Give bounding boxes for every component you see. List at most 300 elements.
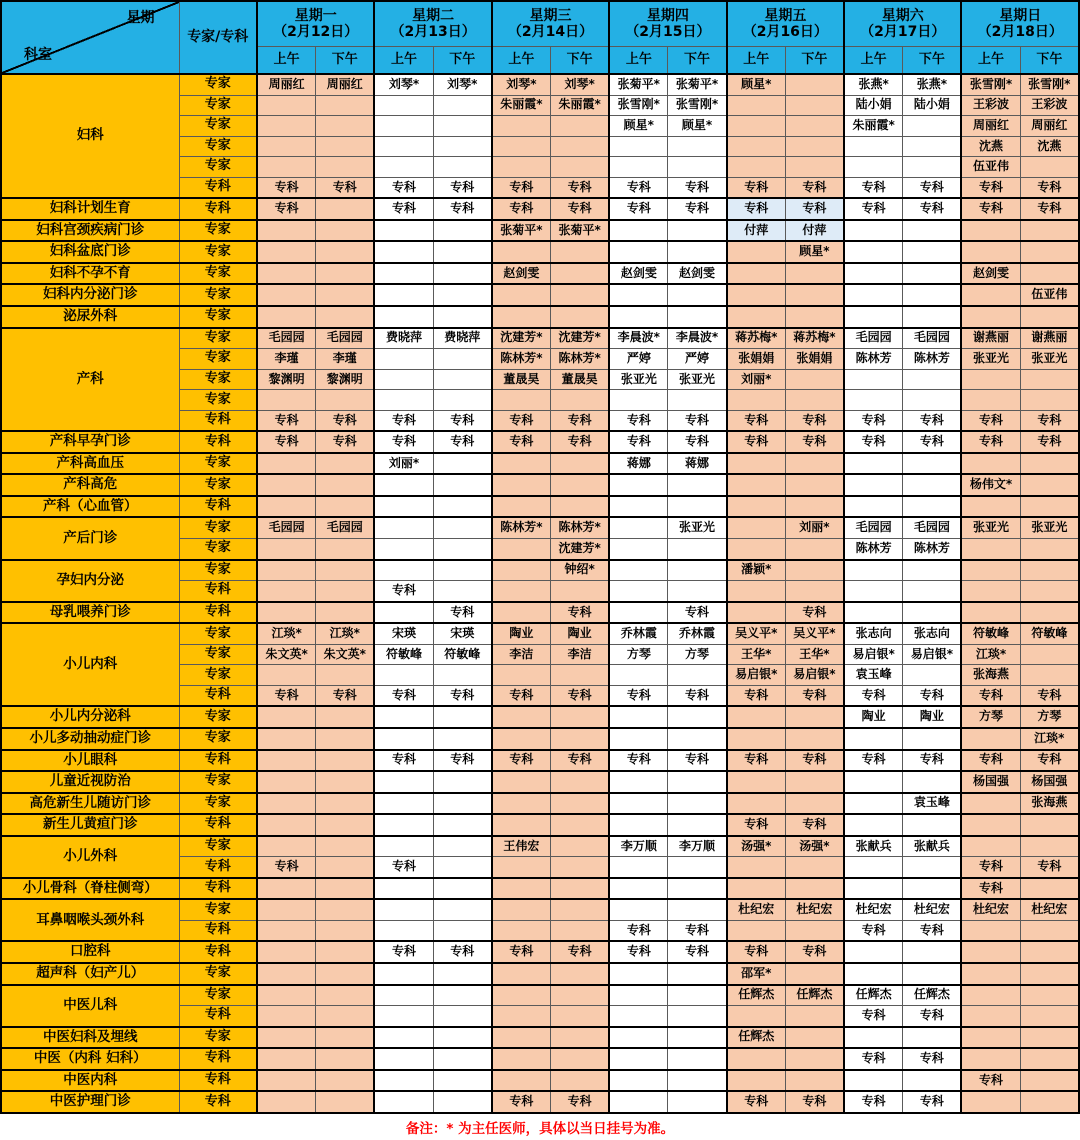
schedule-cell bbox=[727, 581, 786, 602]
schedule-cell bbox=[316, 560, 375, 581]
schedule-cell: 邵军* bbox=[727, 963, 786, 985]
schedule-cell bbox=[1020, 1006, 1079, 1027]
schedule-cell bbox=[374, 878, 433, 900]
session-header: 下午 bbox=[1020, 47, 1079, 75]
schedule-cell bbox=[551, 985, 610, 1006]
schedule-cell: 符敏峰 bbox=[961, 623, 1020, 644]
schedule-cell bbox=[785, 1006, 844, 1027]
schedule-cell: 宋瑛 bbox=[433, 623, 492, 644]
schedule-cell bbox=[374, 1006, 433, 1027]
row-type-label: 专家 bbox=[179, 644, 257, 665]
schedule-cell: 专科 bbox=[903, 431, 962, 453]
dept-label: 产科高危 bbox=[1, 474, 179, 496]
schedule-cell: 张亚光 bbox=[1020, 517, 1079, 538]
schedule-cell bbox=[316, 793, 375, 815]
schedule-cell bbox=[433, 665, 492, 686]
schedule-cell: 沈燕 bbox=[1020, 136, 1079, 157]
schedule-cell bbox=[257, 793, 316, 815]
schedule-cell bbox=[492, 1006, 551, 1027]
dept-label: 中医内科 bbox=[1, 1070, 179, 1092]
schedule-cell bbox=[433, 1006, 492, 1027]
schedule-cell bbox=[609, 517, 668, 538]
schedule-cell bbox=[374, 963, 433, 985]
schedule-cell bbox=[903, 771, 962, 793]
schedule-cell bbox=[785, 539, 844, 560]
schedule-cell: 符敏峰 bbox=[1020, 623, 1079, 644]
schedule-cell: 专科 bbox=[551, 177, 610, 198]
schedule-cell: 专科 bbox=[492, 750, 551, 772]
schedule-cell bbox=[492, 157, 551, 178]
schedule-cell bbox=[668, 771, 727, 793]
row-type-label: 专家 bbox=[179, 771, 257, 793]
row-type-label: 专家 bbox=[179, 985, 257, 1006]
schedule-cell: 专科 bbox=[903, 1091, 962, 1113]
schedule-cell: 专科 bbox=[374, 198, 433, 220]
schedule-cell bbox=[551, 706, 610, 728]
session-header: 下午 bbox=[316, 47, 375, 75]
schedule-cell bbox=[609, 963, 668, 985]
schedule-cell bbox=[844, 453, 903, 475]
schedule-cell: 乔林霞 bbox=[609, 623, 668, 644]
schedule-cell bbox=[785, 263, 844, 285]
schedule-cell bbox=[257, 1070, 316, 1092]
schedule-cell: 易启银* bbox=[785, 665, 844, 686]
schedule-cell: 专科 bbox=[433, 431, 492, 453]
schedule-cell: 专科 bbox=[1020, 177, 1079, 198]
schedule-cell bbox=[609, 496, 668, 518]
schedule-cell: 专科 bbox=[374, 410, 433, 431]
schedule-cell bbox=[609, 306, 668, 328]
dept-label: 妇科不孕不育 bbox=[1, 263, 179, 285]
schedule-cell bbox=[727, 284, 786, 306]
schedule-cell bbox=[492, 899, 551, 920]
schedule-cell bbox=[374, 771, 433, 793]
schedule-cell: 专科 bbox=[785, 602, 844, 624]
row-type-label: 专家 bbox=[179, 157, 257, 178]
schedule-cell bbox=[785, 963, 844, 985]
dept-label: 小儿眼科 bbox=[1, 750, 179, 772]
schedule-cell: 专科 bbox=[609, 198, 668, 220]
schedule-cell: 乔林霞 bbox=[668, 623, 727, 644]
schedule-cell bbox=[257, 496, 316, 518]
schedule-cell bbox=[374, 220, 433, 242]
schedule-cell bbox=[844, 496, 903, 518]
schedule-cell bbox=[492, 878, 551, 900]
schedule-cell bbox=[961, 284, 1020, 306]
schedule-cell bbox=[961, 369, 1020, 390]
schedule-cell bbox=[551, 1006, 610, 1027]
row-type-label: 专家 bbox=[179, 899, 257, 920]
row-type-label: 专家 bbox=[179, 328, 257, 349]
schedule-cell bbox=[374, 793, 433, 815]
schedule-cell bbox=[609, 560, 668, 581]
schedule-cell: 张亚光 bbox=[961, 517, 1020, 538]
schedule-cell: 付萍 bbox=[785, 220, 844, 242]
schedule-cell: 专科 bbox=[433, 750, 492, 772]
schedule-cell bbox=[257, 665, 316, 686]
schedule-cell: 专科 bbox=[374, 581, 433, 602]
schedule-cell bbox=[668, 793, 727, 815]
schedule-cell bbox=[374, 665, 433, 686]
schedule-cell: 专科 bbox=[903, 177, 962, 198]
schedule-cell bbox=[492, 793, 551, 815]
schedule-cell: 符敏峰 bbox=[433, 644, 492, 665]
schedule-cell: 陈林芳 bbox=[903, 349, 962, 370]
schedule-cell: 朱文英* bbox=[257, 644, 316, 665]
row-type-label: 专家 bbox=[179, 728, 257, 750]
schedule-cell bbox=[257, 750, 316, 772]
schedule-cell bbox=[492, 814, 551, 836]
schedule-cell bbox=[1020, 941, 1079, 963]
schedule-cell bbox=[727, 539, 786, 560]
schedule-cell bbox=[727, 517, 786, 538]
schedule-cell: 刘琴* bbox=[551, 74, 610, 95]
schedule-cell bbox=[609, 728, 668, 750]
schedule-cell bbox=[257, 390, 316, 411]
schedule-cell bbox=[316, 263, 375, 285]
schedule-cell bbox=[844, 602, 903, 624]
schedule-cell: 专科 bbox=[1020, 431, 1079, 453]
schedule-cell: 专科 bbox=[844, 750, 903, 772]
schedule-cell bbox=[492, 1027, 551, 1049]
schedule-cell bbox=[257, 963, 316, 985]
dept-label: 孕妇内分泌 bbox=[1, 560, 179, 602]
schedule-cell bbox=[903, 116, 962, 137]
schedule-cell: 潘颖* bbox=[727, 560, 786, 581]
schedule-cell bbox=[316, 241, 375, 263]
schedule-cell bbox=[785, 857, 844, 878]
dept-label: 中医妇科及埋线 bbox=[1, 1027, 179, 1049]
schedule-cell bbox=[433, 899, 492, 920]
schedule-cell: 专科 bbox=[961, 198, 1020, 220]
schedule-cell bbox=[609, 771, 668, 793]
schedule-cell: 陈林芳 bbox=[844, 349, 903, 370]
schedule-cell: 陆小娟 bbox=[844, 95, 903, 116]
dept-label: 妇科盆底门诊 bbox=[1, 241, 179, 263]
schedule-cell: 赵剑雯 bbox=[961, 263, 1020, 285]
schedule-cell bbox=[961, 1091, 1020, 1113]
schedule-cell bbox=[374, 95, 433, 116]
schedule-cell bbox=[551, 1048, 610, 1070]
schedule-cell bbox=[316, 539, 375, 560]
schedule-cell: 专科 bbox=[844, 431, 903, 453]
schedule-cell bbox=[374, 136, 433, 157]
schedule-cell bbox=[374, 369, 433, 390]
schedule-cell: 杨伟文* bbox=[961, 474, 1020, 496]
schedule-cell: 汤强* bbox=[727, 836, 786, 857]
schedule-cell: 刘丽* bbox=[727, 369, 786, 390]
row-type-label: 专家 bbox=[179, 836, 257, 857]
schedule-cell: 黎渊明 bbox=[257, 369, 316, 390]
schedule-cell bbox=[609, 878, 668, 900]
schedule-cell bbox=[668, 241, 727, 263]
session-header: 上午 bbox=[609, 47, 668, 75]
schedule-cell bbox=[961, 306, 1020, 328]
schedule-cell bbox=[785, 116, 844, 137]
schedule-cell bbox=[727, 390, 786, 411]
schedule-cell: 专科 bbox=[844, 410, 903, 431]
schedule-cell: 陶业 bbox=[492, 623, 551, 644]
row-type-label: 专科 bbox=[179, 1048, 257, 1070]
schedule-cell bbox=[609, 284, 668, 306]
row-type-label: 专科 bbox=[179, 878, 257, 900]
schedule-cell bbox=[374, 157, 433, 178]
schedule-cell: 蒋娜 bbox=[668, 453, 727, 475]
schedule-cell bbox=[903, 560, 962, 581]
schedule-cell bbox=[316, 728, 375, 750]
row-type-label: 专科 bbox=[179, 198, 257, 220]
schedule-cell: 专科 bbox=[961, 431, 1020, 453]
schedule-cell: 专科 bbox=[727, 814, 786, 836]
schedule-cell bbox=[433, 539, 492, 560]
schedule-cell: 李万顺 bbox=[668, 836, 727, 857]
schedule-cell: 专科 bbox=[844, 685, 903, 706]
schedule-header bbox=[1, 1, 1079, 74]
schedule-cell bbox=[668, 814, 727, 836]
schedule-cell: 杨国强 bbox=[961, 771, 1020, 793]
schedule-cell bbox=[492, 453, 551, 475]
schedule-cell: 张雪刚* bbox=[668, 95, 727, 116]
schedule-cell: 李万顺 bbox=[609, 836, 668, 857]
row-type-label: 专家 bbox=[179, 560, 257, 581]
schedule-cell: 专科 bbox=[492, 941, 551, 963]
schedule-cell bbox=[551, 1027, 610, 1049]
row-type-label: 专科 bbox=[179, 920, 257, 941]
schedule-cell: 专科 bbox=[785, 941, 844, 963]
schedule-cell bbox=[433, 517, 492, 538]
schedule-cell: 易启银* bbox=[844, 644, 903, 665]
schedule-cell bbox=[844, 241, 903, 263]
schedule-cell bbox=[492, 602, 551, 624]
schedule-cell bbox=[1020, 1027, 1079, 1049]
schedule-cell bbox=[551, 241, 610, 263]
schedule-cell bbox=[785, 306, 844, 328]
schedule-cell: 朱丽霞* bbox=[844, 116, 903, 137]
row-type-label: 专家 bbox=[179, 706, 257, 728]
schedule-cell: 李晨波* bbox=[609, 328, 668, 349]
schedule-cell bbox=[903, 474, 962, 496]
schedule-cell: 方琴 bbox=[1020, 706, 1079, 728]
dept-label: 产科早孕门诊 bbox=[1, 431, 179, 453]
dept-label: 口腔科 bbox=[1, 941, 179, 963]
schedule-cell bbox=[844, 941, 903, 963]
schedule-cell bbox=[785, 474, 844, 496]
schedule-cell bbox=[433, 771, 492, 793]
schedule-cell bbox=[374, 1070, 433, 1092]
schedule-cell bbox=[551, 728, 610, 750]
schedule-cell: 费晓萍 bbox=[433, 328, 492, 349]
schedule-cell bbox=[609, 1091, 668, 1113]
schedule-cell bbox=[257, 920, 316, 941]
schedule-cell bbox=[374, 560, 433, 581]
schedule-cell bbox=[609, 474, 668, 496]
schedule-cell: 专科 bbox=[257, 431, 316, 453]
schedule-cell: 专科 bbox=[727, 685, 786, 706]
schedule-cell bbox=[1020, 560, 1079, 581]
schedule-cell bbox=[727, 1070, 786, 1092]
schedule-cell bbox=[316, 496, 375, 518]
schedule-cell bbox=[374, 116, 433, 137]
schedule-cell: 蒋苏梅* bbox=[727, 328, 786, 349]
schedule-cell: 严婷 bbox=[668, 349, 727, 370]
schedule-cell bbox=[785, 1048, 844, 1070]
schedule-cell: 沈燕 bbox=[961, 136, 1020, 157]
schedule-cell: 王彩波 bbox=[961, 95, 1020, 116]
schedule-cell bbox=[609, 1027, 668, 1049]
schedule-cell bbox=[1020, 665, 1079, 686]
schedule-cell: 杜纪宏 bbox=[727, 899, 786, 920]
day-header: 星期日 （2月18日） bbox=[961, 1, 1079, 47]
schedule-cell bbox=[961, 1027, 1020, 1049]
dept-label: 小儿内科 bbox=[1, 623, 179, 706]
schedule-cell bbox=[551, 963, 610, 985]
schedule-cell: 刘丽* bbox=[785, 517, 844, 538]
schedule-cell bbox=[1020, 1091, 1079, 1113]
schedule-cell: 朱文英* bbox=[316, 644, 375, 665]
schedule-cell: 专科 bbox=[727, 1091, 786, 1113]
schedule-cell bbox=[433, 369, 492, 390]
schedule-cell bbox=[374, 899, 433, 920]
schedule-cell bbox=[844, 136, 903, 157]
schedule-cell bbox=[785, 74, 844, 95]
schedule-cell bbox=[903, 263, 962, 285]
session-header: 下午 bbox=[433, 47, 492, 75]
schedule-cell: 沈建芳* bbox=[492, 328, 551, 349]
row-type-label: 专科 bbox=[179, 431, 257, 453]
schedule-cell bbox=[374, 920, 433, 941]
dept-label: 妇科 bbox=[1, 74, 179, 198]
schedule-cell bbox=[374, 284, 433, 306]
schedule-cell: 张献兵 bbox=[844, 836, 903, 857]
schedule-cell bbox=[844, 560, 903, 581]
schedule-cell bbox=[609, 220, 668, 242]
schedule-cell: 专科 bbox=[785, 685, 844, 706]
schedule-cell: 专科 bbox=[668, 941, 727, 963]
schedule-cell bbox=[785, 496, 844, 518]
schedule-cell bbox=[551, 157, 610, 178]
row-type-label: 专家 bbox=[179, 390, 257, 411]
schedule-cell bbox=[492, 1048, 551, 1070]
schedule-cell: 专科 bbox=[1020, 198, 1079, 220]
schedule-cell bbox=[609, 157, 668, 178]
schedule-cell: 陶业 bbox=[551, 623, 610, 644]
schedule-cell: 张燕* bbox=[844, 74, 903, 95]
row-type-label: 专家 bbox=[179, 263, 257, 285]
schedule-cell bbox=[903, 220, 962, 242]
schedule-cell bbox=[727, 857, 786, 878]
schedule-cell bbox=[844, 284, 903, 306]
schedule-cell: 袁玉峰 bbox=[844, 665, 903, 686]
schedule-cell bbox=[492, 706, 551, 728]
schedule-cell bbox=[961, 793, 1020, 815]
schedule-cell bbox=[727, 136, 786, 157]
schedule-cell: 伍亚伟 bbox=[1020, 284, 1079, 306]
dept-label: 妇科内分泌门诊 bbox=[1, 284, 179, 306]
schedule-cell: 赵剑雯 bbox=[609, 263, 668, 285]
schedule-cell: 专科 bbox=[668, 602, 727, 624]
schedule-cell bbox=[551, 136, 610, 157]
schedule-cell bbox=[785, 878, 844, 900]
schedule-cell bbox=[609, 793, 668, 815]
schedule-cell: 张海燕 bbox=[961, 665, 1020, 686]
session-header: 下午 bbox=[668, 47, 727, 75]
schedule-cell bbox=[374, 985, 433, 1006]
schedule-cell bbox=[609, 390, 668, 411]
schedule-cell bbox=[551, 284, 610, 306]
row-type-label: 专家 bbox=[179, 539, 257, 560]
schedule-cell bbox=[785, 1070, 844, 1092]
schedule-cell bbox=[492, 284, 551, 306]
schedule-cell bbox=[257, 284, 316, 306]
schedule-cell bbox=[844, 157, 903, 178]
schedule-cell bbox=[785, 1027, 844, 1049]
schedule-cell bbox=[961, 220, 1020, 242]
schedule-cell bbox=[903, 728, 962, 750]
schedule-cell: 李瑾 bbox=[257, 349, 316, 370]
schedule-cell bbox=[492, 857, 551, 878]
schedule-cell: 专科 bbox=[903, 750, 962, 772]
schedule-cell: 专科 bbox=[609, 750, 668, 772]
schedule-cell bbox=[316, 306, 375, 328]
schedule-cell: 专科 bbox=[727, 198, 786, 220]
type-column-header: 专家/专科 bbox=[179, 1, 257, 74]
schedule-cell: 专科 bbox=[961, 750, 1020, 772]
schedule-cell bbox=[668, 496, 727, 518]
schedule-cell bbox=[668, 560, 727, 581]
schedule-cell bbox=[1020, 602, 1079, 624]
day-header: 星期一 （2月12日） bbox=[257, 1, 374, 47]
schedule-cell: 专科 bbox=[551, 198, 610, 220]
dept-label: 中医儿科 bbox=[1, 985, 179, 1027]
schedule-cell bbox=[668, 220, 727, 242]
schedule-cell bbox=[844, 1027, 903, 1049]
schedule-cell bbox=[961, 836, 1020, 857]
schedule-cell: 任辉杰 bbox=[785, 985, 844, 1006]
schedule-cell: 专科 bbox=[727, 177, 786, 198]
schedule-cell bbox=[785, 771, 844, 793]
day-header: 星期二 （2月13日） bbox=[374, 1, 491, 47]
schedule-cell bbox=[316, 284, 375, 306]
session-header: 下午 bbox=[785, 47, 844, 75]
dept-label: 耳鼻咽喉头颈外科 bbox=[1, 899, 179, 941]
schedule-cell: 任辉杰 bbox=[903, 985, 962, 1006]
schedule-cell: 陈林芳 bbox=[903, 539, 962, 560]
schedule-cell bbox=[668, 1006, 727, 1027]
schedule-cell bbox=[492, 136, 551, 157]
schedule-cell: 专科 bbox=[257, 857, 316, 878]
schedule-cell bbox=[727, 453, 786, 475]
schedule-cell bbox=[551, 453, 610, 475]
schedule-cell: 专科 bbox=[609, 177, 668, 198]
schedule-cell: 蒋娜 bbox=[609, 453, 668, 475]
schedule-cell bbox=[785, 453, 844, 475]
schedule-cell bbox=[785, 369, 844, 390]
schedule-cell: 张海燕 bbox=[1020, 793, 1079, 815]
schedule-cell: 专科 bbox=[316, 685, 375, 706]
row-type-label: 专家 bbox=[179, 116, 257, 137]
schedule-cell bbox=[961, 496, 1020, 518]
schedule-cell bbox=[257, 306, 316, 328]
schedule-cell bbox=[903, 602, 962, 624]
schedule-cell: 毛园园 bbox=[257, 328, 316, 349]
schedule-cell: 江琰* bbox=[1020, 728, 1079, 750]
schedule-cell: 李洁 bbox=[492, 644, 551, 665]
schedule-cell bbox=[433, 390, 492, 411]
schedule-cell: 专科 bbox=[903, 410, 962, 431]
schedule-cell: 张亚光 bbox=[961, 349, 1020, 370]
schedule-cell bbox=[1020, 369, 1079, 390]
schedule-cell bbox=[785, 95, 844, 116]
